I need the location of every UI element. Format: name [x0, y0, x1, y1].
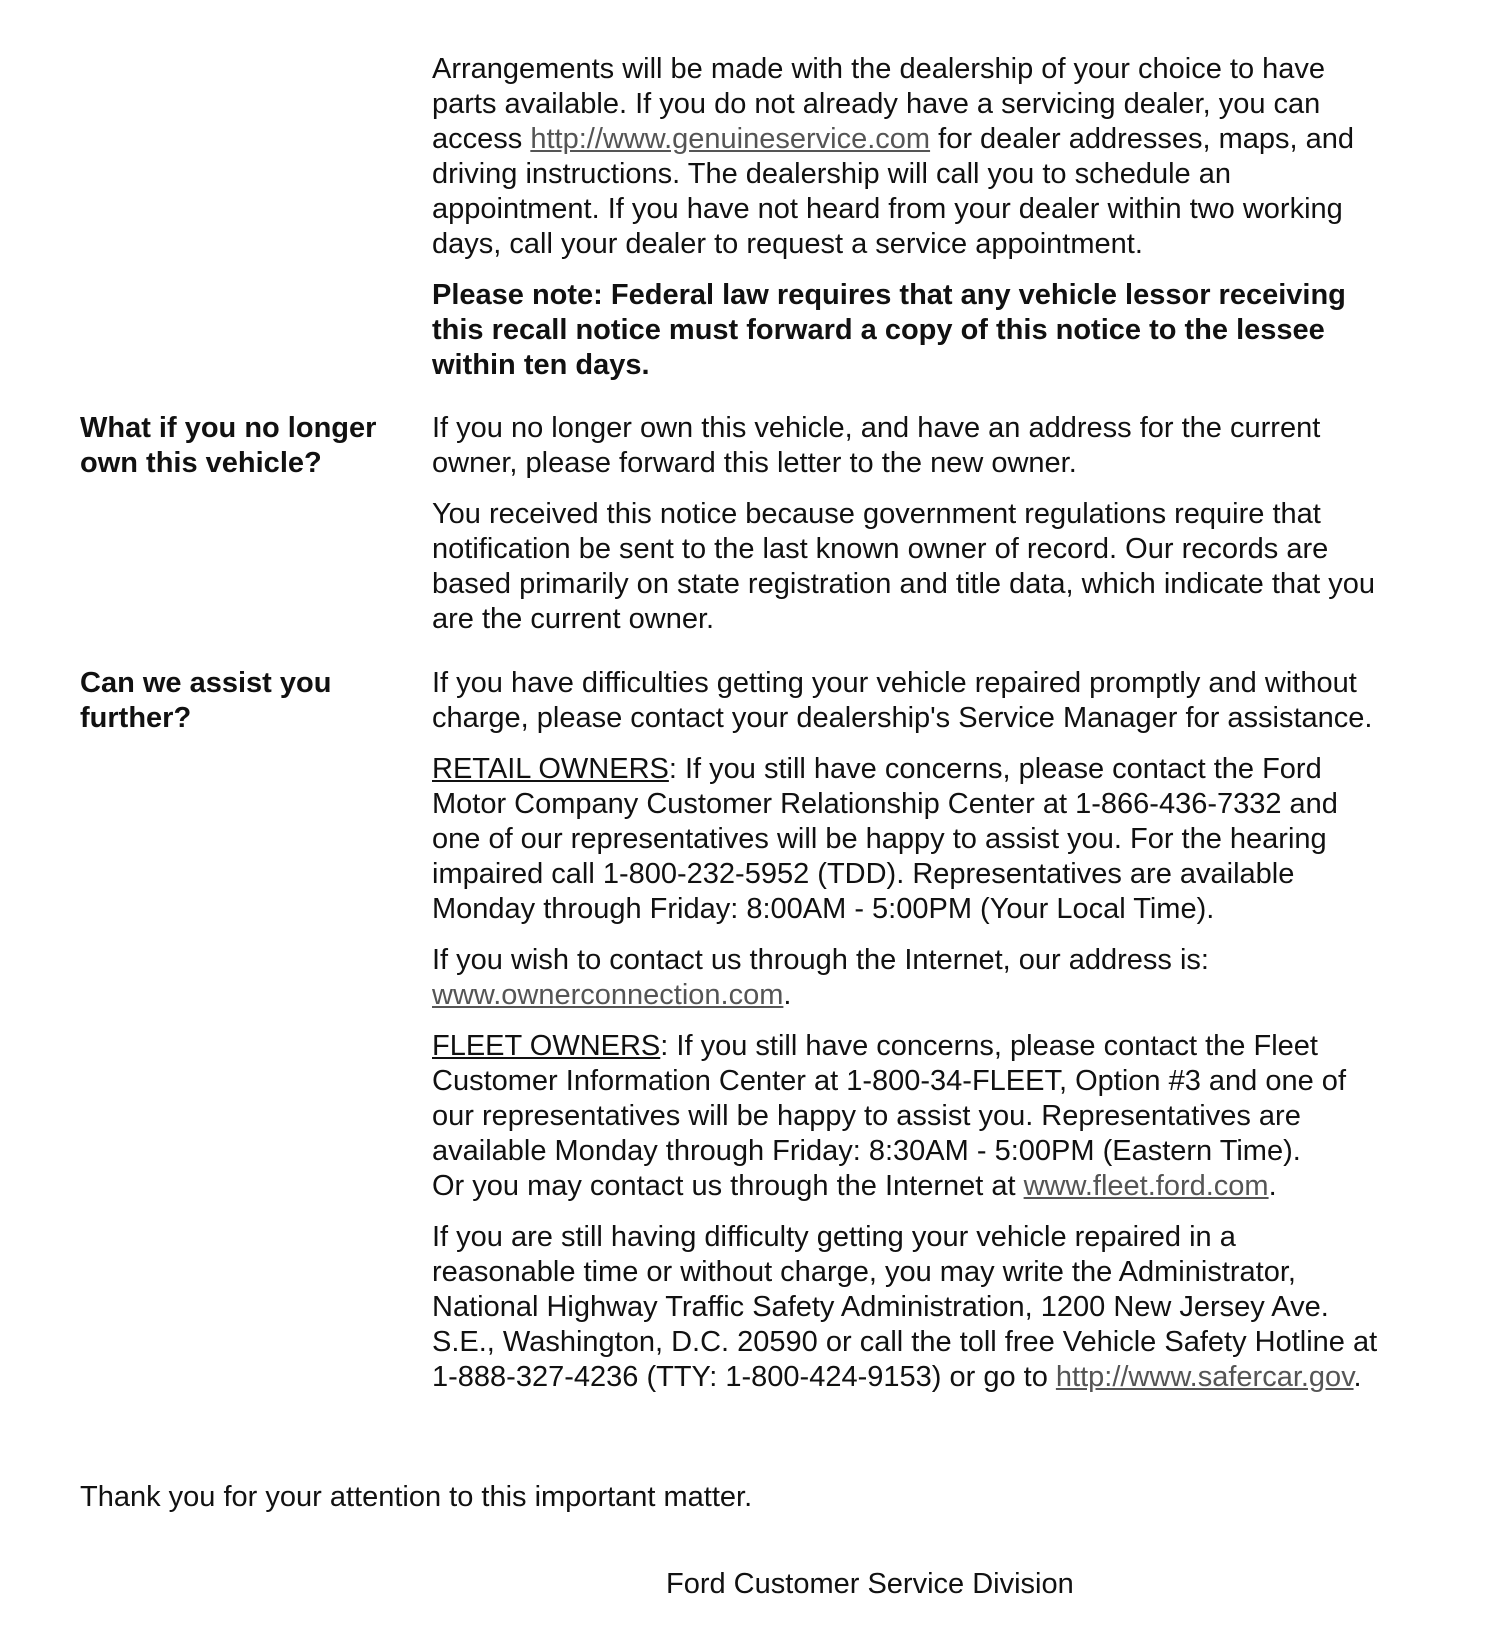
safercar-link[interactable]: http://www.safercar.gov: [1055, 1361, 1354, 1393]
fleet-ford-link[interactable]: www.fleet.ford.com: [1023, 1170, 1269, 1202]
forward-letter-paragraph: If you no longer own this vehicle, and have an address for the current owner, please forward this letter to the new owner.: [432, 412, 1321, 479]
fleet-owners-text: : If you still have concerns, please contact the Fleet Customer Information Center at 1-800-34-FLEET, Option #3 and one of our representatives will be happy to assist you. Representatives are available Monday through Friday: 8:30AM - 5:00PM (Eastern Time). Or you may contact us through the Internet at: [432, 1030, 1346, 1202]
service-manager-paragraph: If you have difficulties getting your vehicle repaired promptly and without charge, please contact your dealership's Service Manager for assistance.: [432, 667, 1373, 734]
ownerconnection-link[interactable]: www.ownerconnection.com: [432, 979, 784, 1011]
thank-you-line: Thank you for your attention to this important matter.: [80, 1481, 753, 1513]
signature-line: Ford Customer Service Division: [666, 1568, 1074, 1600]
nhtsa-paragraph: [432, 1220, 1442, 1395]
retail-owners-paragraph: [432, 752, 1442, 927]
nhtsa-text: If you are still having difficulty getting your vehicle repaired in a reasonable time or without charge, you may write the Administrator, National Highway Traffic Safety Administration, 1200 New Jersey Ave. S.E., Washington, D.C. 20590 or call the toll free Vehicle Safety Hotline at 1-888-327-4236 (TTY: 1-800-424-9153) or go to: [432, 1221, 1378, 1393]
internet-text: If you wish to contact us through the Internet, our address is:: [432, 944, 1209, 976]
fleet-end: .: [1268, 1170, 1277, 1202]
nhtsa-end: .: [1353, 1361, 1362, 1393]
fleet-owners-paragraph: [432, 1029, 1442, 1204]
fleet-owners-label: FLEET OWNERS: [432, 1030, 661, 1062]
internet-end: .: [783, 979, 792, 1011]
notice-reason-paragraph: You received this notice because government regulations require that notification be sent to the last known owner of record. Our records are based primarily on state registration and title data, which indicate that you are the current owner.: [432, 498, 1376, 635]
arrangements-body: [432, 52, 1442, 399]
lessor-note: Please note: Federal law requires that any vehicle lessor receiving this recall notice must forward a copy of this notice to the lessee within ten days.: [432, 279, 1346, 381]
no-longer-own-body: [432, 411, 1442, 653]
arrangements-paragraph: [432, 52, 1442, 262]
retail-owners-label: RETAIL OWNERS: [432, 753, 669, 785]
genuineservice-link[interactable]: http://www.genuineservice.com: [530, 123, 931, 155]
retail-owners-text: : If you still have concerns, please contact the Ford Motor Company Customer Relationship Center at 1-866-436-7332 and one of our representatives will be happy to assist you. For the hearing impaired call 1-800-232-5952 (TDD). Representatives are available Monday through Friday: 8:00AM - 5:00PM (Your Local Time).: [432, 753, 1338, 925]
assist-heading: Can we assist you further?: [80, 667, 332, 734]
assist-body: [432, 666, 1442, 1411]
arrangements-text-b: for dealer addresses, maps, and driving instructions. The dealership will call you to schedule an appointment. If you have not heard from your dealer within two working days, call your dealer to request a service appointment.: [432, 123, 1355, 260]
internet-paragraph: [432, 943, 1442, 1013]
arrangements-text-a: Arrangements will be made with the dealership of your choice to have parts available. If you do not already have a servicing dealer, you can access: [432, 53, 1326, 155]
no-longer-own-heading: What if you no longer own this vehicle?: [80, 412, 377, 479]
